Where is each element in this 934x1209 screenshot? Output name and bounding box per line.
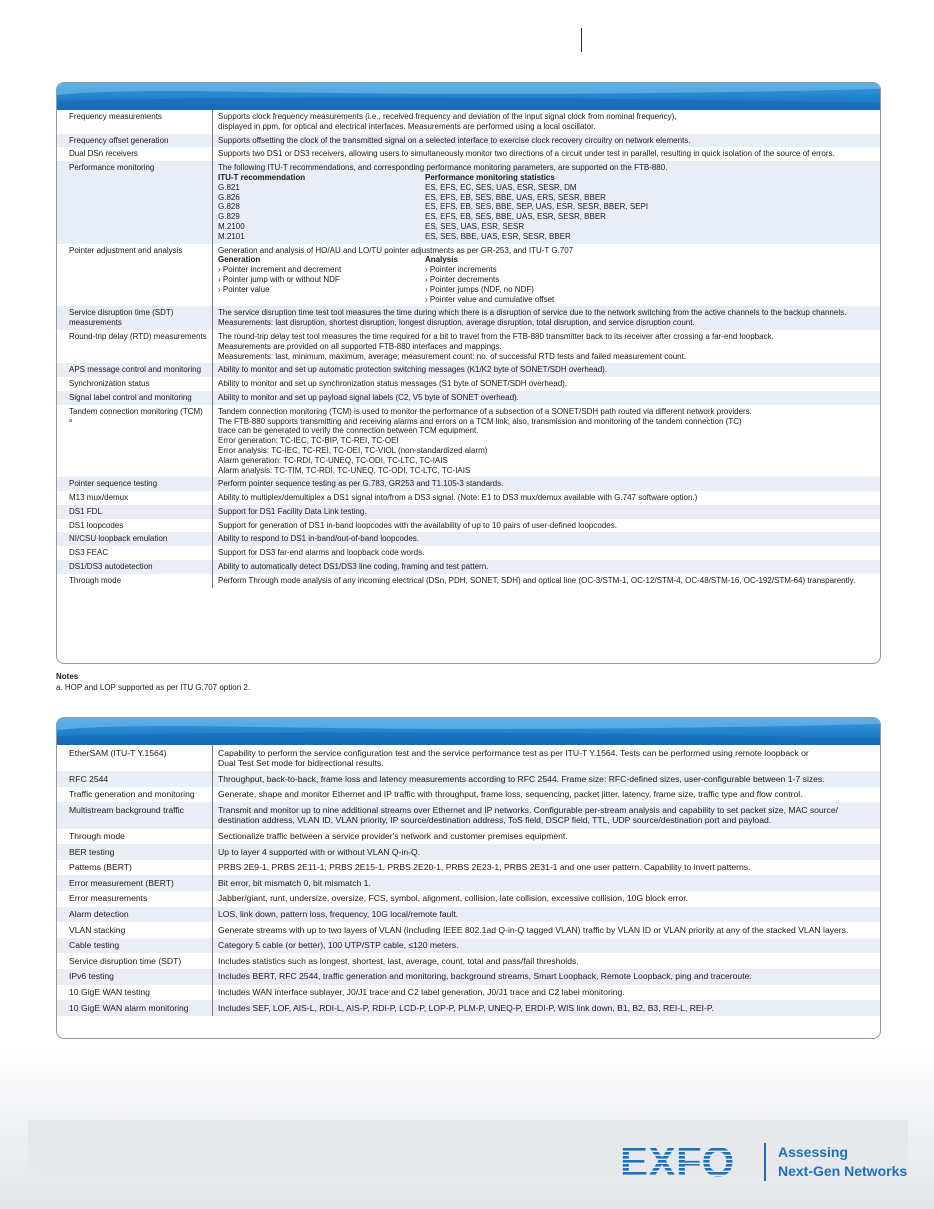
sub-grid-cell: ES, EFS, EB, SES, BBE, SEP, UAS, ESR, SESR, BBER, SEPI: [425, 202, 649, 212]
spec-label: DS3 FEAC: [57, 546, 213, 560]
spec-value: [213, 771, 881, 787]
table-row: [57, 969, 880, 985]
table-row: [57, 985, 880, 1001]
spec-value: [213, 110, 881, 134]
sub-grid-header: [218, 255, 876, 265]
table-row: [57, 802, 880, 828]
sub-grid-cell: [218, 295, 425, 305]
spec-value: [213, 405, 881, 478]
spec-value-line: Includes statistics such as longest, shortest, last, average, count, total and pass/fail thresholds.: [218, 955, 579, 966]
spec-value-line: Perform pointer sequence testing as per G.783, GR253 and T1.105-3 standards.: [218, 479, 504, 489]
table-row: [57, 560, 880, 574]
spec-label: EtherSAM (ITU-T Y.1564): [57, 745, 213, 771]
sub-grid-row: [218, 193, 876, 203]
spec-value-line: Ability to monitor and set up synchronization status messages (S1 byte of SONET/SDH overhead).: [218, 379, 568, 389]
spec-value-line: The service disruption time test tool measures the time during which there is a disruption of service due to the network switching from the active channels to the backup channels.: [218, 308, 847, 318]
spec-value-line: Alarm generation: TC-RDI, TC-UNEQ, TC-ODI, TC-LTC, TC-IAIS: [218, 455, 448, 465]
spec-label: Dual DSn receivers: [57, 147, 213, 161]
spec-value-line: Measurements: last, minimum, maximum, average; measurement count: no. of successful RTD tests and failed measurement count.: [218, 351, 687, 361]
spec-value: [213, 922, 881, 938]
tagline-line-1: Assessing: [778, 1144, 849, 1160]
spec-label: Service disruption time (SDT): [57, 953, 213, 969]
spec-value-line: Includes WAN interface sublayer, J0/J1 trace and C2 label generation, J0/J1 trace and C2 label monitoring.: [218, 987, 625, 997]
spec-label: Performance monitoring: [57, 161, 213, 243]
spec-value-line: Dual Test Set mode for bidirectional results.: [218, 758, 384, 769]
table-row: [57, 787, 880, 803]
spec-value-line: Error analysis: TC-IEC, TC-REI, TC-OEI, TC-VIOL (non-standardized alarm): [218, 445, 488, 455]
notes-section: [56, 671, 250, 693]
table-row: [57, 110, 880, 134]
sub-grid-cell: M.2101: [218, 231, 245, 241]
sub-grid-row: [218, 183, 876, 193]
spec-label: NI/CSU loopback emulation: [57, 532, 213, 546]
spec-value-line: Generation and analysis of HO/AU and LO/TU pointer adjustments as per GR-253, and ITU-T G.707: [218, 245, 574, 255]
table-row: [57, 377, 880, 391]
table-row: [57, 519, 880, 533]
notes-title: Notes: [56, 672, 79, 681]
spec-value-line: Support for DS3 far-end alarms and loopback code words.: [218, 548, 425, 558]
spec-label: Patterns (BERT): [57, 860, 213, 876]
spec-value-line: Ability to automatically detect DS1/DS3 line coding, framing and test pattern.: [218, 562, 489, 572]
spec-value-line: Transmit and monitor up to nine additional streams over Ethernet and IP networks. Configurable per-stream analysis and capability to set packet size, MAC source/: [218, 804, 839, 815]
tagline-line-2: Next-Gen Networks: [778, 1163, 908, 1179]
spec-value: [213, 505, 881, 519]
exfo-logo: [620, 1140, 750, 1182]
sub-grid-header-1: ITU-T recommendation: [218, 172, 306, 182]
spec-table-2-body: [57, 745, 880, 1016]
spec-label: Alarm detection: [57, 907, 213, 923]
sub-grid-header-2: Performance monitoring statistics: [425, 172, 555, 182]
spec-value-line: The FTB-880 supports transmitting and receiving alarms and errors on a TCM link; also, transmission and monitoring of the tandem connection (TC): [218, 416, 742, 426]
table-row: [57, 134, 880, 148]
spec-value: [213, 985, 881, 1001]
spec-value: [213, 491, 881, 505]
spec-label: 10 GigE WAN alarm monitoring: [57, 1000, 213, 1016]
spec-value: [213, 161, 881, 243]
spec-label: VLAN stacking: [57, 922, 213, 938]
table-row: [57, 745, 880, 771]
sub-grid-row: [218, 295, 876, 305]
spec-label: Round-trip delay (RTD) measurements: [57, 330, 213, 363]
spec-value-line: Tandem connection monitoring (TCM) is used to monitor the performance of a subsection of a SONET/SDH path routed via different network providers.: [218, 406, 752, 416]
spec-value: [213, 907, 881, 923]
table-row: [57, 477, 880, 491]
table-row: [57, 532, 880, 546]
sub-grid-cell: › Pointer jumps (NDF, no NDF): [425, 284, 534, 294]
sub-grid-row: [218, 275, 876, 285]
spec-value: [213, 532, 881, 546]
table-row: [57, 391, 880, 405]
sub-grid-cell: G.828: [218, 202, 240, 212]
table-row: [57, 875, 880, 891]
sub-grid-row: [218, 212, 876, 222]
spec-value-line: Throughput, back-to-back, frame loss and latency measurements according to RFC 2544. Frame size: RFC-defined sizes, user-configurable between 1-7 sizes.: [218, 773, 825, 784]
sub-grid-cell: ES, SES, UAS, ESR, SESR: [425, 221, 525, 231]
spec-value: [213, 953, 881, 969]
spec-value-line: Ability to monitor and set up automatic protection switching messages (K1/K2 byte of SONET/SDH overhead).: [218, 365, 608, 375]
spec-value: [213, 829, 881, 845]
spec-label: DS1 loopcodes: [57, 519, 213, 533]
spec-value-line: The round-trip delay test tool measures the time required for a bit to travel from the FTB-880 transmitter back to its receiver after crossing a far-end loopback.: [218, 331, 774, 341]
spec-value-line: Bit error, bit mismatch 0, bit mismatch 1.: [218, 877, 371, 888]
sub-grid-row: [218, 232, 876, 242]
spec-value: [213, 477, 881, 491]
sub-grid-cell: ES, SES, BBE, UAS, ESR, SESR, BBER: [425, 231, 571, 241]
sub-grid-cell: G.826: [218, 192, 240, 202]
spec-value: [213, 519, 881, 533]
table-row: [57, 938, 880, 954]
spec-value-line: Generate streams with up to two layers of VLAN (including IEEE 802.1ad Q-in-Q tagged VLAN) traffic by VLAN ID or VLAN priority at any of the stacked VLAN layers.: [218, 924, 849, 935]
spec-value: [213, 844, 881, 860]
spec-value-line: Supports clock frequency measurements (i.e., received frequency and deviation of the input signal clock from nominal frequency),: [218, 112, 677, 121]
table-row: [57, 922, 880, 938]
spec-value: [213, 560, 881, 574]
svg-text:EXFO: EXFO: [620, 1140, 735, 1182]
spec-value-line: Supports offsetting the clock of the transmitted signal on a selected interface to exercise clock recovery circuitry on network elements.: [218, 135, 691, 145]
spec-label: M13 mux/demux: [57, 491, 213, 505]
spec-value: [213, 969, 881, 985]
spec-label: Pointer sequence testing: [57, 477, 213, 491]
table-row: [57, 491, 880, 505]
table-1-header-bar: [57, 83, 880, 110]
spec-label: RFC 2544: [57, 771, 213, 787]
spec-label: BER testing: [57, 844, 213, 860]
sub-grid-cell: G.821: [218, 182, 240, 192]
spec-label: Error measurements: [57, 891, 213, 907]
spec-value: [213, 938, 881, 954]
spec-value: [213, 745, 881, 771]
sub-grid-header-1: Generation: [218, 255, 261, 265]
spec-label: Through mode: [57, 829, 213, 845]
spec-value-line: Up to layer 4 supported with or without VLAN Q-in-Q.: [218, 846, 421, 857]
spec-value-line: Category 5 cable (or better), 100 UTP/STP cable, ≤120 meters.: [218, 940, 459, 951]
spec-label: Pointer adjustment and analysis: [57, 244, 213, 307]
spec-value-line: Perform Through mode analysis of any incoming electrical (DSn, PDH, SONET, SDH) and optical line (OC-3/STM-1, OC-12/STM-4, OC-48/STM-16, OC-192/STM-64) transparently.: [218, 575, 856, 585]
table-row: [57, 330, 880, 363]
spec-value: [213, 306, 881, 330]
spec-value: [213, 134, 881, 148]
sub-grid-cell: › Pointer increments: [425, 265, 497, 275]
spec-label: DS1/DS3 autodetection: [57, 560, 213, 574]
spec-label: Tandem connection monitoring (TCM) ᵃ: [57, 405, 213, 478]
spec-value: [213, 546, 881, 560]
spec-value-line: Supports two DS1 or DS3 receivers, allowing users to simultaneously monitor two directions of a circuit under test in parallel, resulting in quick isolation of the source of errors.: [218, 149, 835, 159]
spec-value: [213, 787, 881, 803]
note-a: a. HOP and LOP supported as per ITU G.707 option 2.: [56, 683, 251, 692]
spec-value-line: destination address, VLAN ID, VLAN priority, IP source/destination address, ToS field, DSCP field, TTL, UDP source/destination port and payload.: [218, 815, 772, 826]
table-row: [57, 363, 880, 377]
spec-label: 10 GigE WAN testing: [57, 985, 213, 1001]
spec-label: Traffic generation and monitoring: [57, 787, 213, 803]
spec-value-line: displayed in ppm, for optical and electrical interfaces. Measurements are performed using a local oscillator.: [218, 121, 596, 131]
spec-value: [213, 377, 881, 391]
table-row: [57, 829, 880, 845]
table-row: [57, 244, 880, 307]
table-2-header-bar: [57, 718, 880, 745]
table-row: [57, 860, 880, 876]
sub-grid-cell: › Pointer value and cumulative offset: [425, 294, 555, 304]
spec-label: Cable testing: [57, 938, 213, 954]
spec-value-line: trace can be generated to verify the connection between TCM equipment.: [218, 426, 479, 436]
table-row: [57, 771, 880, 787]
spec-value-line: Capability to perform the service configuration test and the service performance test as per ITU-T Y.1564. Tests can be performed using remote loopback or: [218, 747, 809, 758]
table-row: [57, 161, 880, 243]
spec-value-line: Ability to respond to DS1 in-band/out-of-band loopcodes.: [218, 534, 420, 544]
sub-grid-cell: › Pointer decrements: [425, 274, 500, 284]
table-row: [57, 907, 880, 923]
sub-grid-cell: ES, EFS, EB, SES, BBE, UAS, ESR, SESR, BBER: [425, 212, 606, 222]
sub-grid-header-2: Analysis: [425, 255, 458, 265]
sub-grid-header: [218, 173, 876, 183]
spec-value-line: Sectionalize traffic between a service provider's network and customer premises equipment.: [218, 831, 568, 842]
spec-table-1-body: [57, 110, 880, 588]
spec-label: Synchronization status: [57, 377, 213, 391]
spec-value-line: PRBS 2E9-1, PRBS 2E11-1, PRBS 2E15-1, PRBS 2E20-1, PRBS 2E23-1, PRBS 2E31-1 and one user pattern. Capability to invert patterns.: [218, 862, 751, 873]
table-row: [57, 405, 880, 478]
spec-value-line: Ability to monitor and set up payload signal labels (C2, V5 byte of SONET overhead).: [218, 392, 519, 402]
spec-label: Error measurement (BERT): [57, 875, 213, 891]
table-row: [57, 147, 880, 161]
spec-value-line: Includes SEF, LOF, AIS-L, RDI-L, AIS-P, RDI-P, LCD-P, LOP-P, PLM-P, UNEQ-P, ERDI-P, WIS link down, B1, B2, B3, REI-L, REI-P.: [218, 1002, 714, 1013]
sub-grid-row: [218, 222, 876, 232]
spec-value: [213, 391, 881, 405]
table-row: [57, 891, 880, 907]
spec-value: [213, 574, 881, 588]
sub-grid-cell: › Pointer jump with or without NDF: [218, 274, 340, 284]
spec-value-line: Support for generation of DS1 in-band loopcodes with the availability of up to 10 pairs of user-defined loopcodes.: [218, 520, 617, 530]
spec-value-line: Error generation: TC-IEC, TC-BIP, TC-REI, TC-OEI: [218, 436, 399, 446]
spec-value-line: Measurements: last disruption, shortest disruption, longest disruption, average disruption, total disruption, and service disruption count.: [218, 318, 695, 328]
table-row: [57, 953, 880, 969]
sub-grid-row: [218, 265, 876, 275]
spec-value: [213, 147, 881, 161]
spec-table-1: [56, 82, 881, 664]
sub-grid-cell: G.829: [218, 212, 240, 222]
spec-value-line: Jabber/giant, runt, undersize, oversize, FCS, symbol, alignment, collision, late collision, excessive collision, 10G block error.: [218, 893, 688, 904]
spec-label: Frequency measurements: [57, 110, 213, 134]
spec-value: [213, 330, 881, 363]
spec-value: [213, 891, 881, 907]
spec-label: Frequency offset generation: [57, 134, 213, 148]
sub-grid-cell: › Pointer value: [218, 284, 270, 294]
sub-grid-cell: ES, EFS, EB, SES, BBE, UAS, ERS, SESR, BBER: [425, 192, 606, 202]
spec-value: [213, 860, 881, 876]
spec-label: Signal label control and monitoring: [57, 391, 213, 405]
sub-grid-cell: ES, EFS, EC, SES, UAS, ESR, SESR, DM: [425, 182, 577, 192]
spec-value-line: Alarm analysis: TC-TIM, TC-RDI, TC-UNEQ, TC-ODI, TC-LTC, TC-IAIS: [218, 465, 471, 475]
spec-value-line: Support for DS1 Facility Data Link testing.: [218, 506, 367, 516]
table-row: [57, 1000, 880, 1016]
spec-value-line: Measurements are provided on all supported FTB-880 interfaces and mappings.: [218, 341, 502, 351]
sub-grid-row: [218, 202, 876, 212]
spec-value-line: Generate, shape and monitor Ethernet and IP traffic with throughput, frame loss, sequencing, packet jitter, latency, frame size, traffic type and flow control.: [218, 789, 803, 800]
spec-label: Multistream background traffic: [57, 802, 213, 828]
spec-value: [213, 1000, 881, 1016]
table-row: [57, 306, 880, 330]
spec-label: APS message control and monitoring: [57, 363, 213, 377]
spec-value-line: Ability to multiplex/demultiplex a DS1 signal into/from a DS3 signal. (Note: E1 to DS3 mux/demux available with G.747 software option.): [218, 493, 698, 503]
spec-value-line: Includes BERT, RFC 2544, traffic generation and monitoring, background streams, Smart Loopback, Remote Loopback, ping and traceroute.: [218, 971, 752, 982]
spec-label: Service disruption time (SDT) measurements: [57, 306, 213, 330]
spec-label: IPv6 testing: [57, 969, 213, 985]
table-row: [57, 505, 880, 519]
sub-grid-row: [218, 285, 876, 295]
table-row: [57, 844, 880, 860]
spec-label: Through mode: [57, 574, 213, 588]
spec-value: [213, 875, 881, 891]
spec-table-2: [56, 717, 881, 1039]
spec-value: [213, 363, 881, 377]
spec-value-line: LOS, link down, pattern loss, frequency, 10G local/remote fault.: [218, 909, 459, 920]
spec-value-line: The following ITU-T recommendations, and corresponding performance monitoring parameters, are supported on the FTB-880.: [218, 163, 668, 173]
spec-value: [213, 802, 881, 828]
tagline: [764, 1143, 907, 1181]
spec-value: [213, 244, 881, 307]
table-row: [57, 574, 880, 588]
spec-label: DS1 FDL: [57, 505, 213, 519]
header-divider: [581, 28, 582, 52]
sub-grid-cell: M.2100: [218, 221, 245, 231]
table-row: [57, 546, 880, 560]
sub-grid-cell: › Pointer increment and decrement: [218, 265, 342, 275]
